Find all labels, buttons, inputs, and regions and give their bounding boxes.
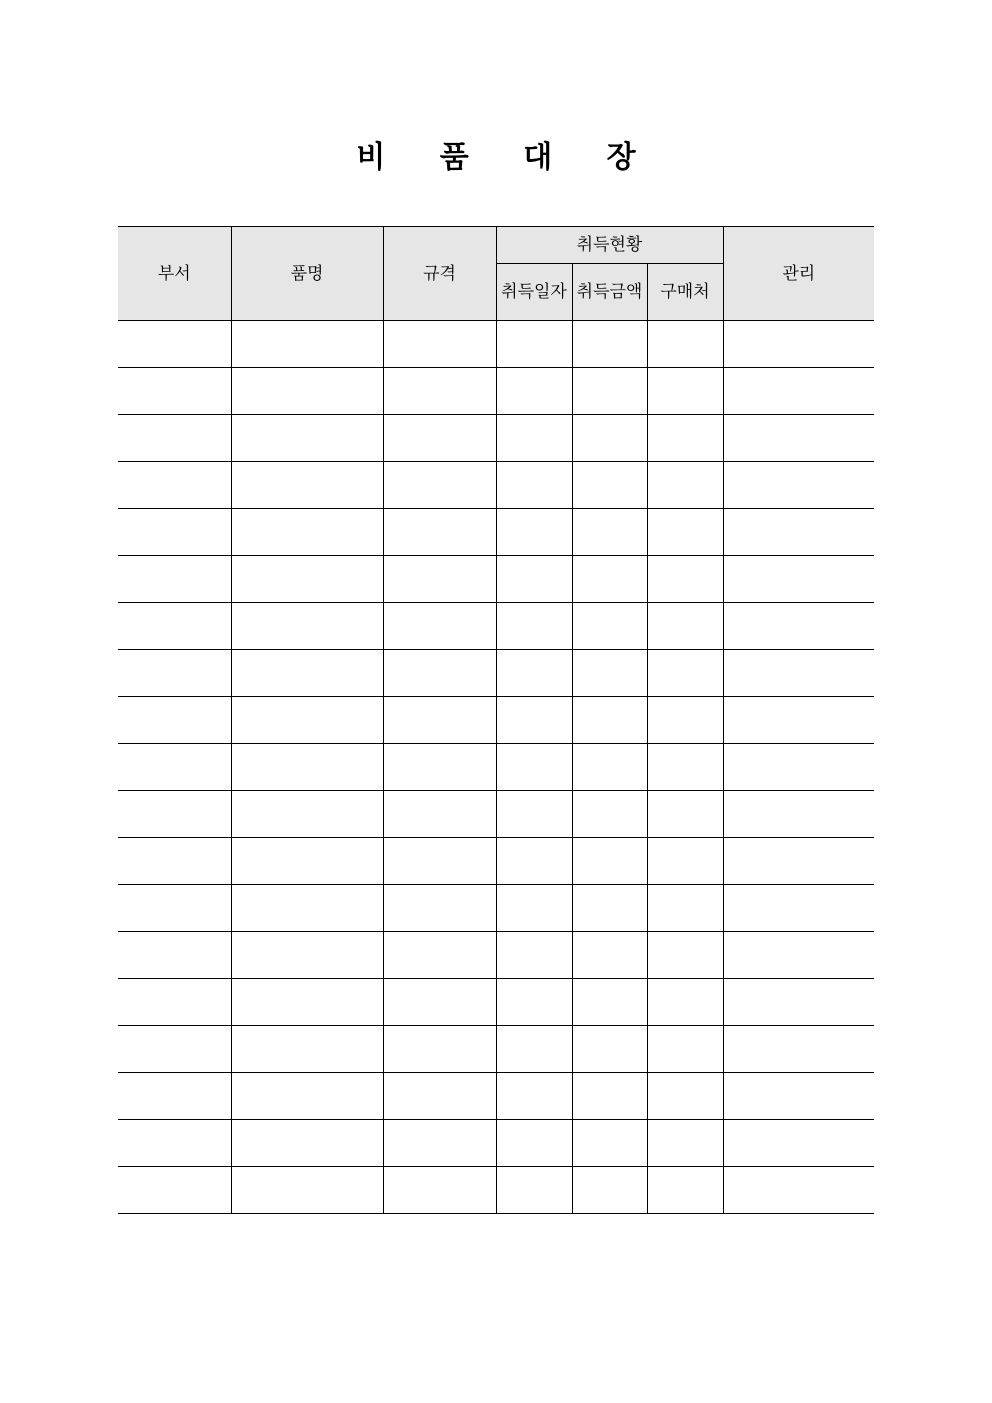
cell-item-name xyxy=(231,979,383,1026)
cell-acquisition-amount xyxy=(572,744,647,791)
cell-acquisition-date xyxy=(496,791,572,838)
cell-spec xyxy=(383,744,496,791)
cell-vendor xyxy=(647,791,723,838)
cell-dept xyxy=(118,1073,231,1120)
header-dept: 부서 xyxy=(118,227,231,321)
cell-management xyxy=(723,979,874,1026)
cell-acquisition-amount xyxy=(572,321,647,368)
cell-spec xyxy=(383,697,496,744)
cell-dept xyxy=(118,744,231,791)
cell-acquisition-date xyxy=(496,744,572,791)
cell-dept xyxy=(118,838,231,885)
cell-management xyxy=(723,744,874,791)
cell-item-name xyxy=(231,556,383,603)
cell-item-name xyxy=(231,462,383,509)
cell-management xyxy=(723,697,874,744)
cell-management xyxy=(723,321,874,368)
cell-acquisition-amount xyxy=(572,1120,647,1167)
cell-vendor xyxy=(647,321,723,368)
table-row xyxy=(118,321,874,368)
cell-vendor xyxy=(647,744,723,791)
cell-acquisition-date xyxy=(496,1167,572,1214)
cell-spec xyxy=(383,1026,496,1073)
cell-management xyxy=(723,556,874,603)
cell-acquisition-amount xyxy=(572,791,647,838)
cell-item-name xyxy=(231,1167,383,1214)
cell-vendor xyxy=(647,838,723,885)
cell-dept xyxy=(118,603,231,650)
cell-item-name xyxy=(231,603,383,650)
table-row xyxy=(118,368,874,415)
cell-dept xyxy=(118,321,231,368)
cell-acquisition-amount xyxy=(572,368,647,415)
cell-vendor xyxy=(647,509,723,556)
cell-spec xyxy=(383,791,496,838)
cell-item-name xyxy=(231,791,383,838)
cell-spec xyxy=(383,321,496,368)
cell-item-name xyxy=(231,838,383,885)
table-row xyxy=(118,1073,874,1120)
cell-acquisition-date xyxy=(496,838,572,885)
cell-vendor xyxy=(647,1026,723,1073)
cell-dept xyxy=(118,462,231,509)
cell-acquisition-amount xyxy=(572,838,647,885)
cell-management xyxy=(723,932,874,979)
cell-spec xyxy=(383,885,496,932)
cell-management xyxy=(723,1073,874,1120)
cell-dept xyxy=(118,415,231,462)
cell-acquisition-date xyxy=(496,932,572,979)
cell-item-name xyxy=(231,1073,383,1120)
cell-management xyxy=(723,603,874,650)
cell-vendor xyxy=(647,650,723,697)
cell-acquisition-amount xyxy=(572,415,647,462)
cell-spec xyxy=(383,1167,496,1214)
cell-item-name xyxy=(231,509,383,556)
ledger-body xyxy=(118,321,874,1214)
cell-management xyxy=(723,1167,874,1214)
cell-acquisition-date xyxy=(496,603,572,650)
equipment-ledger-table xyxy=(118,226,874,1214)
cell-acquisition-date xyxy=(496,979,572,1026)
table-row xyxy=(118,838,874,885)
table-row xyxy=(118,932,874,979)
cell-dept xyxy=(118,697,231,744)
header-acquisition-status: 취득현황 xyxy=(496,227,723,264)
cell-spec xyxy=(383,932,496,979)
cell-spec xyxy=(383,462,496,509)
cell-acquisition-amount xyxy=(572,1167,647,1214)
document-title: 비 품 대 장 xyxy=(356,140,658,175)
cell-acquisition-amount xyxy=(572,603,647,650)
table-row xyxy=(118,509,874,556)
cell-dept xyxy=(118,368,231,415)
header-item-name: 품명 xyxy=(231,227,383,321)
cell-management xyxy=(723,885,874,932)
cell-acquisition-amount xyxy=(572,509,647,556)
cell-spec xyxy=(383,1073,496,1120)
table-row xyxy=(118,603,874,650)
cell-acquisition-date xyxy=(496,321,572,368)
cell-item-name xyxy=(231,885,383,932)
cell-management xyxy=(723,368,874,415)
cell-spec xyxy=(383,838,496,885)
cell-spec xyxy=(383,509,496,556)
cell-acquisition-date xyxy=(496,697,572,744)
table-row xyxy=(118,556,874,603)
cell-acquisition-amount xyxy=(572,462,647,509)
cell-management xyxy=(723,462,874,509)
table-row xyxy=(118,885,874,932)
header-vendor: 구매처 xyxy=(647,264,723,321)
cell-dept xyxy=(118,791,231,838)
cell-acquisition-amount xyxy=(572,885,647,932)
header-spec: 규격 xyxy=(383,227,496,321)
table-row xyxy=(118,979,874,1026)
cell-dept xyxy=(118,509,231,556)
cell-vendor xyxy=(647,556,723,603)
cell-vendor xyxy=(647,1167,723,1214)
cell-vendor xyxy=(647,462,723,509)
cell-management xyxy=(723,650,874,697)
cell-acquisition-amount xyxy=(572,650,647,697)
table-row xyxy=(118,791,874,838)
cell-spec xyxy=(383,603,496,650)
cell-item-name xyxy=(231,744,383,791)
cell-acquisition-date xyxy=(496,1120,572,1167)
cell-item-name xyxy=(231,650,383,697)
table-row xyxy=(118,1167,874,1214)
header-acquisition-amount: 취득금액 xyxy=(572,264,647,321)
cell-acquisition-amount xyxy=(572,1073,647,1120)
cell-management xyxy=(723,791,874,838)
table-row xyxy=(118,415,874,462)
cell-acquisition-date xyxy=(496,509,572,556)
cell-management xyxy=(723,838,874,885)
cell-dept xyxy=(118,556,231,603)
cell-spec xyxy=(383,556,496,603)
table-row xyxy=(118,697,874,744)
header-management: 관리 xyxy=(723,227,874,321)
cell-spec xyxy=(383,415,496,462)
cell-spec xyxy=(383,979,496,1026)
cell-dept xyxy=(118,1120,231,1167)
cell-vendor xyxy=(647,1073,723,1120)
cell-vendor xyxy=(647,885,723,932)
cell-vendor xyxy=(647,932,723,979)
cell-dept xyxy=(118,1167,231,1214)
cell-item-name xyxy=(231,1120,383,1167)
cell-item-name xyxy=(231,321,383,368)
cell-dept xyxy=(118,1026,231,1073)
cell-vendor xyxy=(647,603,723,650)
table-row xyxy=(118,1120,874,1167)
cell-acquisition-amount xyxy=(572,932,647,979)
table-row xyxy=(118,1026,874,1073)
cell-item-name xyxy=(231,368,383,415)
cell-dept xyxy=(118,650,231,697)
table-row xyxy=(118,462,874,509)
cell-acquisition-date xyxy=(496,556,572,603)
cell-management xyxy=(723,1026,874,1073)
table-row xyxy=(118,744,874,791)
header-acquisition-date: 취득일자 xyxy=(496,264,572,321)
cell-acquisition-amount xyxy=(572,556,647,603)
cell-spec xyxy=(383,1120,496,1167)
cell-dept xyxy=(118,932,231,979)
cell-acquisition-date xyxy=(496,415,572,462)
cell-acquisition-date xyxy=(496,1026,572,1073)
cell-vendor xyxy=(647,368,723,415)
cell-item-name xyxy=(231,932,383,979)
cell-vendor xyxy=(647,979,723,1026)
cell-management xyxy=(723,509,874,556)
cell-dept xyxy=(118,885,231,932)
cell-dept xyxy=(118,979,231,1026)
cell-acquisition-date xyxy=(496,1073,572,1120)
cell-vendor xyxy=(647,1120,723,1167)
cell-spec xyxy=(383,650,496,697)
cell-acquisition-date xyxy=(496,462,572,509)
cell-management xyxy=(723,1120,874,1167)
cell-vendor xyxy=(647,415,723,462)
cell-spec xyxy=(383,368,496,415)
table-row xyxy=(118,650,874,697)
cell-item-name xyxy=(231,697,383,744)
cell-item-name xyxy=(231,415,383,462)
cell-acquisition-amount xyxy=(572,979,647,1026)
cell-acquisition-amount xyxy=(572,1026,647,1073)
cell-acquisition-date xyxy=(496,650,572,697)
cell-acquisition-date xyxy=(496,368,572,415)
cell-acquisition-amount xyxy=(572,697,647,744)
cell-acquisition-date xyxy=(496,885,572,932)
cell-management xyxy=(723,415,874,462)
cell-item-name xyxy=(231,1026,383,1073)
cell-vendor xyxy=(647,697,723,744)
